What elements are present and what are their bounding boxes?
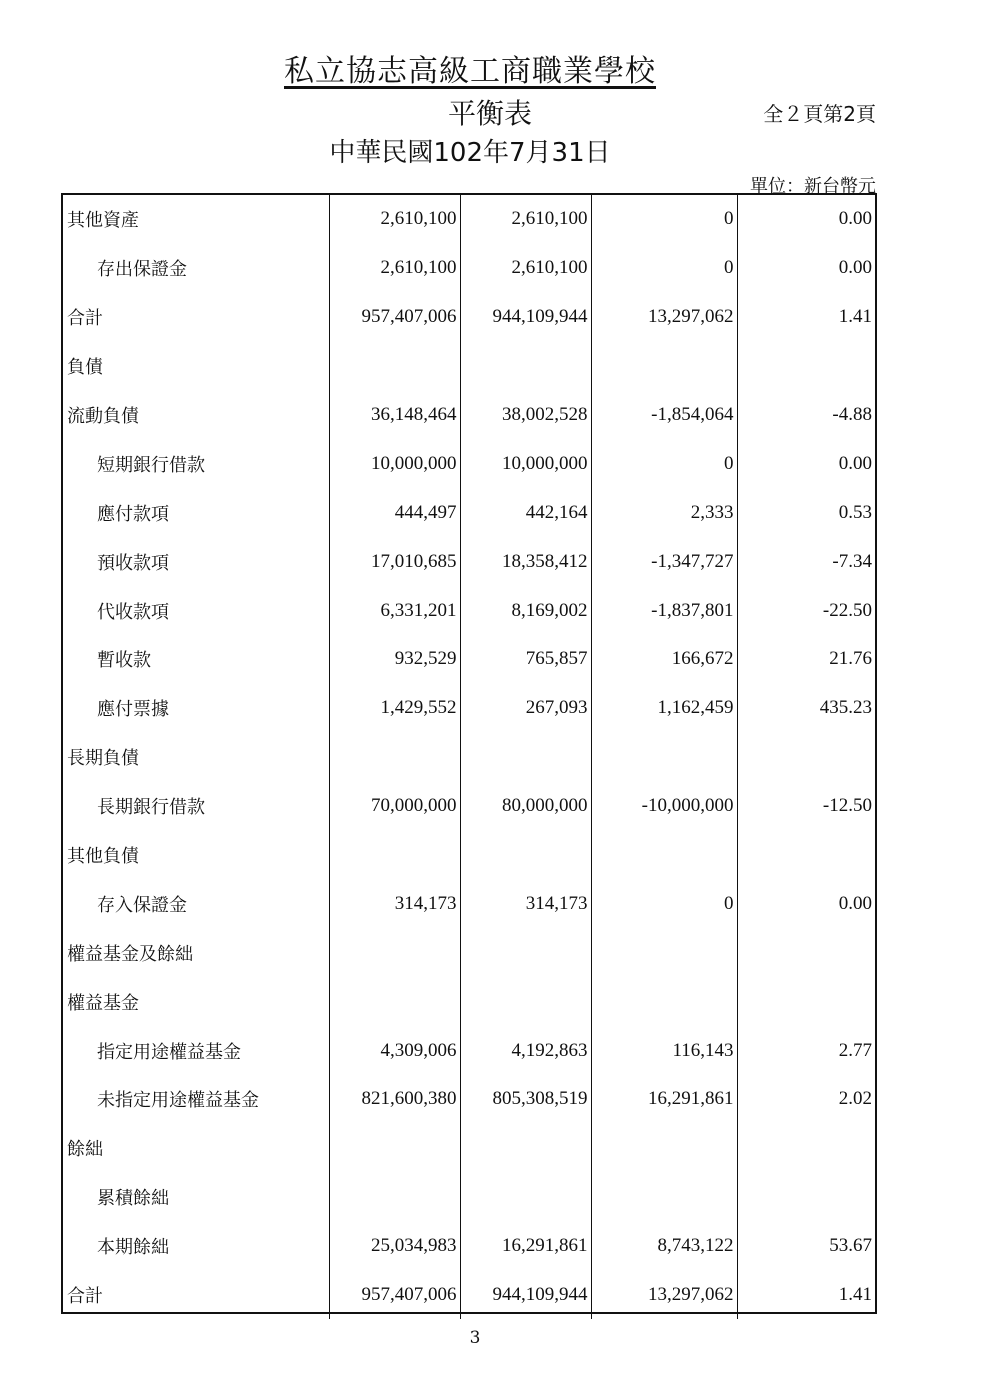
current-amount: 25,034,983 <box>329 1222 460 1271</box>
table-row <box>63 733 875 782</box>
current-amount: 444,497 <box>329 488 460 537</box>
table-row <box>63 537 875 586</box>
change-percent: -12.50 <box>737 782 875 831</box>
prior-amount <box>460 977 591 1026</box>
change-percent: -4.88 <box>737 391 875 440</box>
table-row <box>63 342 875 391</box>
change-percent <box>737 733 875 782</box>
change-percent: 0.53 <box>737 488 875 537</box>
prior-amount: 10,000,000 <box>460 439 591 488</box>
difference-amount: -10,000,000 <box>591 782 737 831</box>
currency-unit: 單位：新台幣元 <box>750 176 876 197</box>
table-row <box>63 1222 875 1271</box>
balance-table <box>63 195 875 1319</box>
difference-amount <box>591 831 737 880</box>
prior-amount: 944,109,944 <box>460 1271 591 1320</box>
account-label: 累積餘絀 <box>97 1188 169 1210</box>
table-row <box>63 977 875 1026</box>
change-percent <box>737 977 875 1026</box>
account-label: 應付款項 <box>97 503 169 525</box>
prior-amount: 80,000,000 <box>460 782 591 831</box>
current-amount <box>329 928 460 977</box>
change-percent: 2.02 <box>737 1075 875 1124</box>
prior-amount: 18,358,412 <box>460 537 591 586</box>
current-amount: 1,429,552 <box>329 684 460 733</box>
table-row <box>63 1124 875 1173</box>
balance-sheet-table <box>61 193 877 1314</box>
table-row <box>63 1271 875 1320</box>
current-amount <box>329 733 460 782</box>
current-amount: 17,010,685 <box>329 537 460 586</box>
account-label: 負債 <box>67 357 103 379</box>
difference-amount: -1,347,727 <box>591 537 737 586</box>
change-percent: 0.00 <box>737 439 875 488</box>
prior-amount <box>460 928 591 977</box>
prior-amount: 2,610,100 <box>460 244 591 293</box>
account-label: 本期餘絀 <box>97 1237 169 1259</box>
prior-amount: 442,164 <box>460 488 591 537</box>
current-amount <box>329 1173 460 1222</box>
current-amount: 70,000,000 <box>329 782 460 831</box>
prior-amount <box>460 733 591 782</box>
current-amount: 932,529 <box>329 635 460 684</box>
table-row <box>63 635 875 684</box>
current-amount: 10,000,000 <box>329 439 460 488</box>
change-percent: 0.00 <box>737 879 875 928</box>
table-row <box>63 831 875 880</box>
prior-amount: 765,857 <box>460 635 591 684</box>
current-amount <box>329 1124 460 1173</box>
prior-amount: 4,192,863 <box>460 1026 591 1075</box>
change-percent: 1.41 <box>737 1271 875 1320</box>
change-percent: 0.00 <box>737 195 875 244</box>
current-amount: 2,610,100 <box>329 244 460 293</box>
difference-amount <box>591 733 737 782</box>
account-label: 餘絀 <box>67 1139 103 1161</box>
current-amount <box>329 342 460 391</box>
page-info: 全２頁第2頁 <box>763 102 876 126</box>
prior-amount: 944,109,944 <box>460 293 591 342</box>
table-row <box>63 1075 875 1124</box>
account-label: 指定用途權益基金 <box>97 1041 241 1063</box>
current-amount: 314,173 <box>329 879 460 928</box>
current-amount: 6,331,201 <box>329 586 460 635</box>
report-title: 平衡表 <box>447 97 532 130</box>
table-row <box>63 244 875 293</box>
prior-amount: 314,173 <box>460 879 591 928</box>
difference-amount: 0 <box>591 195 737 244</box>
prior-amount: 267,093 <box>460 684 591 733</box>
difference-amount: -1,854,064 <box>591 391 737 440</box>
table-row <box>63 1026 875 1075</box>
account-label: 合計 <box>67 308 103 330</box>
table-row <box>63 439 875 488</box>
change-percent: 21.76 <box>737 635 875 684</box>
difference-amount <box>591 342 737 391</box>
change-percent: 53.67 <box>737 1222 875 1271</box>
change-percent <box>737 1173 875 1222</box>
table-row <box>63 586 875 635</box>
difference-amount: 166,672 <box>591 635 737 684</box>
change-percent: -7.34 <box>737 537 875 586</box>
account-label: 應付票據 <box>97 699 169 721</box>
current-amount: 957,407,006 <box>329 293 460 342</box>
difference-amount: 8,743,122 <box>591 1222 737 1271</box>
account-label: 預收款項 <box>97 552 169 574</box>
prior-amount <box>460 1173 591 1222</box>
account-label: 流動負債 <box>67 406 139 427</box>
account-label: 存入保證金 <box>97 894 187 916</box>
change-percent: 435.23 <box>737 684 875 733</box>
current-amount <box>329 831 460 880</box>
difference-amount <box>591 1173 737 1222</box>
prior-amount: 805,308,519 <box>460 1075 591 1124</box>
change-percent <box>737 1124 875 1173</box>
account-label: 長期銀行借款 <box>97 797 205 819</box>
account-label: 短期銀行借款 <box>97 454 205 476</box>
difference-amount: -1,837,801 <box>591 586 737 635</box>
prior-amount <box>460 831 591 880</box>
difference-amount: 1,162,459 <box>591 684 737 733</box>
current-amount: 821,600,380 <box>329 1075 460 1124</box>
difference-amount: 116,143 <box>591 1026 737 1075</box>
change-percent: 0.00 <box>737 244 875 293</box>
account-label: 其他資產 <box>67 210 139 232</box>
change-percent: 2.77 <box>737 1026 875 1075</box>
current-amount: 4,309,006 <box>329 1026 460 1075</box>
difference-amount <box>591 928 737 977</box>
change-percent <box>737 928 875 977</box>
table-body <box>63 195 875 1319</box>
difference-amount: 2,333 <box>591 488 737 537</box>
prior-amount: 16,291,861 <box>460 1222 591 1271</box>
current-amount: 2,610,100 <box>329 195 460 244</box>
account-label: 存出保證金 <box>97 259 187 281</box>
account-label: 其他負債 <box>67 846 139 868</box>
report-date: 中華民國102年7月31日 <box>329 138 611 168</box>
difference-amount: 13,297,062 <box>591 293 737 342</box>
account-label: 暫收款 <box>97 650 151 672</box>
school-title: 私立協志高級工商職業學校 <box>284 54 656 89</box>
difference-amount <box>591 1124 737 1173</box>
prior-amount <box>460 342 591 391</box>
difference-amount: 13,297,062 <box>591 1271 737 1320</box>
change-percent: 1.41 <box>737 293 875 342</box>
table-row <box>63 391 875 440</box>
current-amount: 957,407,006 <box>329 1271 460 1320</box>
page-number: 3 <box>469 1328 481 1348</box>
table-row <box>63 879 875 928</box>
table-row <box>63 488 875 537</box>
current-amount: 36,148,464 <box>329 391 460 440</box>
account-label: 代收款項 <box>97 601 169 623</box>
change-percent <box>737 342 875 391</box>
change-percent: -22.50 <box>737 586 875 635</box>
prior-amount: 38,002,528 <box>460 391 591 440</box>
prior-amount: 2,610,100 <box>460 195 591 244</box>
difference-amount: 0 <box>591 244 737 293</box>
account-label: 合計 <box>67 1286 103 1308</box>
account-label: 權益基金及餘絀 <box>67 943 193 965</box>
table-row <box>63 1173 875 1222</box>
account-label: 權益基金 <box>67 992 139 1014</box>
table-row <box>63 293 875 342</box>
difference-amount: 0 <box>591 439 737 488</box>
difference-amount: 16,291,861 <box>591 1075 737 1124</box>
table-row <box>63 782 875 831</box>
change-percent <box>737 831 875 880</box>
account-label: 長期負債 <box>67 748 139 770</box>
difference-amount <box>591 977 737 1026</box>
table-row <box>63 684 875 733</box>
account-label: 未指定用途權益基金 <box>97 1090 259 1112</box>
prior-amount <box>460 1124 591 1173</box>
table-row <box>63 195 875 244</box>
table-row <box>63 928 875 977</box>
current-amount <box>329 977 460 1026</box>
prior-amount: 8,169,002 <box>460 586 591 635</box>
difference-amount: 0 <box>591 879 737 928</box>
